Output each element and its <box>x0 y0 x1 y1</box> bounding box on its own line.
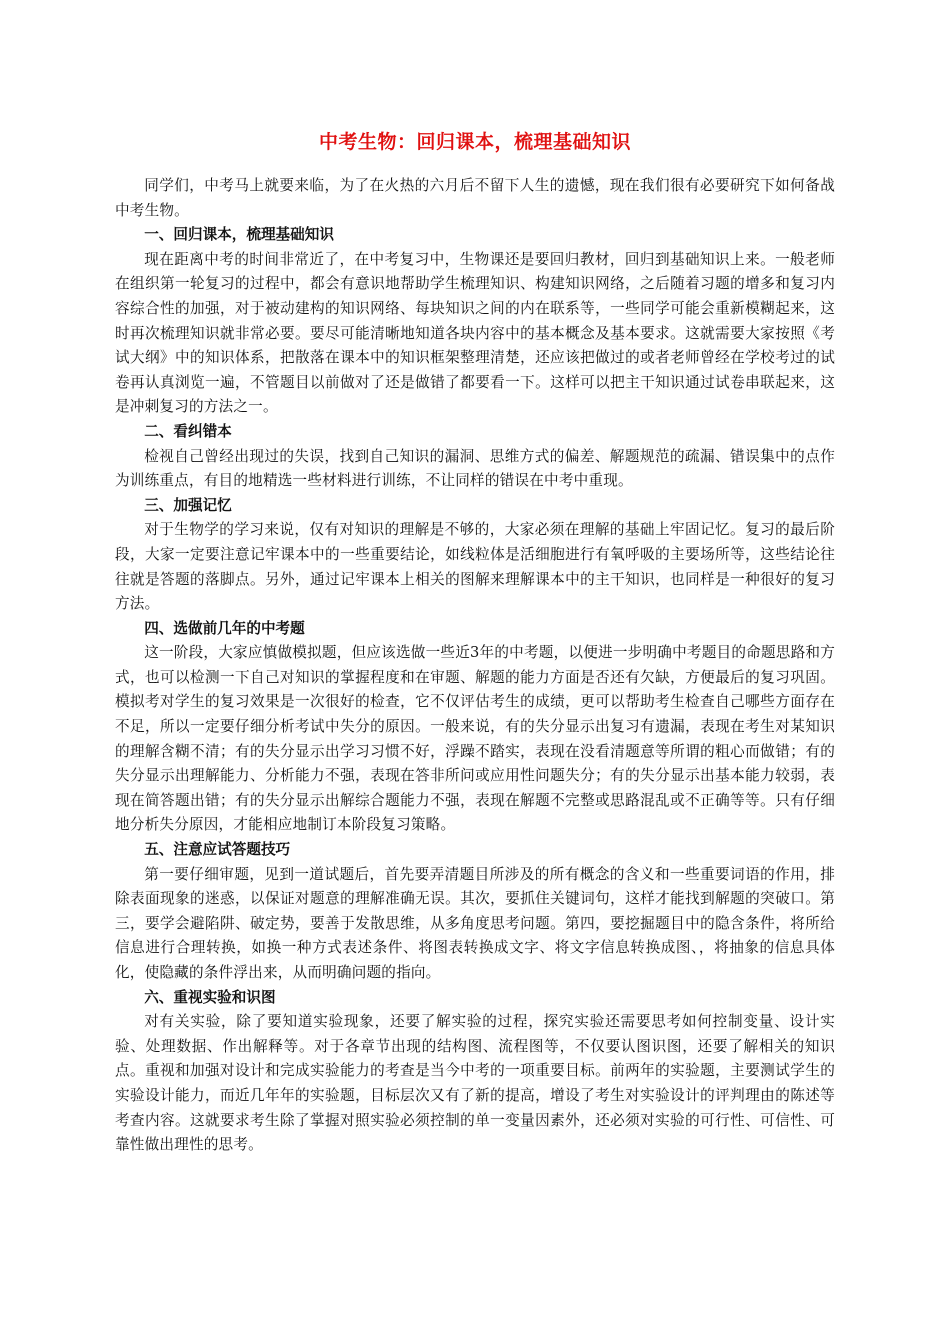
section-heading-5: 五、注意应试答题技巧 <box>144 841 291 859</box>
intro-paragraph: 同学们，中考马上就要来临，为了在火热的六月后不留下人生的遗憾，现在我们很有必要研究下如何备战中考生物。 <box>115 177 835 219</box>
section-heading-4: 四、选做前几年的中考题 <box>144 619 305 637</box>
section-heading-3: 三、加强记忆 <box>144 496 232 514</box>
section-heading-1: 一、回归课本，梳理基础知识 <box>144 226 334 244</box>
section-body-6: 对有关实验，除了要知道实验现象，还要了解实验的过程，探究实验还需要思考如何控制变量、设计实验、处理数据、作出解释等。对于各章节出现的结构图、流程图等，不仅要认图识图，还要了解相关的知识点。重视和加强对设计和完成实验能力的考查是当今中考的一项重要目标。前两年的实验题，主要测试学生的实验设计能力，而近几年年的实验题，目标层次又有了新的提高，增设了考生对实验设计的评判理由的陈述等考查内容。这就要求考生除了掌握对照实验必须控制的单一变量因素外，还必须对实验的可行性、可信性、可靠性做出理性的思考。 <box>115 1013 835 1154</box>
document-title: 中考生物：回归课本，梳理基础知识 <box>318 131 631 153</box>
section-body-3: 对于生物学的学习来说，仅有对知识的理解是不够的，大家必须在理解的基础上牢固记忆。复习的最后阶段，大家一定要注意记牢课本中的一些重要结论，如线粒体是活细胞进行有氧呼吸的主要场所等，这些结论往往就是答题的落脚点。另外，通过记牢课本上相关的图解来理解课本中的主干知识，也同样是一种很好的复习方法。 <box>115 521 835 613</box>
section-heading-2: 二、看纠错本 <box>144 422 232 440</box>
section-body-5: 第一要仔细审题，见到一道试题后，首先要弄清题目所涉及的所有概念的含义和一些重要词语的作用，排除表面现象的迷惑，以保证对题意的理解准确无误。其次，要抓住关键词句，这样才能找到解题的突破口。第三，要学会避陷阱、破定势，要善于发散思维，从多角度思考问题。第四，要挖掘题目中的隐含条件，将所给信息进行合理转换，如换一种方式表述条件、将图表转换成文字、将文字信息转换成图、，将抽象的信息具体化，使隐藏的条件浮出来，从而明确问题的指向。 <box>115 865 835 981</box>
section-body-2: 检视自己曾经出现过的失误，找到自己知识的漏洞、思维方式的偏差、解题规范的疏漏、错误集中的点作为训练重点，有目的地精选一些材料进行训练，不让同样的错误在中考中重现。 <box>115 447 835 490</box>
section-body-1: 现在距离中考的时间非常近了，在中考复习中，生物课还是要回归教材，回归到基础知识上来。一般老师在组织第一轮复习的过程中，都会有意识地帮助学生梳理知识、构建知识网络，之后随着习题的增多和复习内容综合性的加强，对于被动建构的知识网络、每块知识之间的内在联系等，一些同学可能会重新模糊起来，这时再次梳理知识就非常必要。要尽可能清晰地知道各块内容中的基本概念及基本要求。这就需要大家按照《考试大纲》中的知识体系，把散落在课本中的知识框架整理清楚，还应该把做过的或者老师曾经在学校考过的试卷再认真浏览一遍，不管题目以前做对了还是做错了都要看一下。这样可以把主干知识通过试卷串联起来，这是冲刺复习的方法之一。 <box>115 250 835 416</box>
section-body-4: 这一阶段，大家应慎做模拟题，但应该选做一些近3年的中考题，以便进一步明确中考题目的命题思路和方式，也可以检测一下自己对知识的掌握程度和在审题、解题的能力方面是否还有欠缺，方便最后的复习巩固。模拟考对学生的复习效果是一次很好的检查，它不仅评估考生的成绩，更可以帮助考生检查自己哪些方面存在不足，所以一定要仔细分析考试中失分的原因。一般来说，有的失分显示出复习有遗漏，表现在考生对某知识的理解含糊不清；有的失分显示出学习习惯不好，浮躁不踏实，表现在没看清题意等所谓的粗心而做错；有的失分显示出理解能力、分析能力不强，表现在答非所问或应用性问题失分；有的失分显示出基本能力较弱，表现在简答题出错；有的失分显示出解综合题能力不强，表现在解题不完整或思路混乱或不正确等等。只有仔细地分析失分原因，才能相应地制订本阶段复习策略。 <box>115 644 835 834</box>
document-page <box>115 128 835 1158</box>
section-heading-6: 六、重视实验和识图 <box>144 988 276 1006</box>
